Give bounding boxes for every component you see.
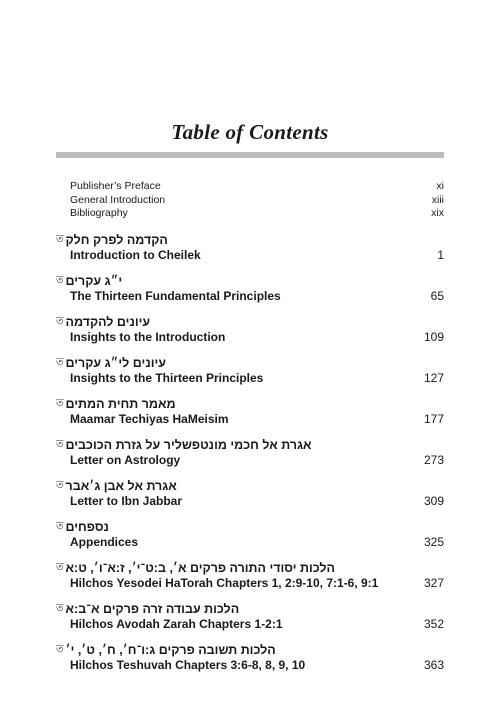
page-number: 327 bbox=[423, 576, 444, 590]
hebrew-title: מאמר תחית המתים bbox=[65, 397, 176, 411]
hebrew-title: עיונים לי״ג עקרים bbox=[65, 356, 166, 370]
toc-entry[interactable] bbox=[56, 519, 444, 559]
toc-entry[interactable] bbox=[56, 437, 444, 477]
toc-entry[interactable] bbox=[56, 560, 444, 600]
english-title: Letter to Ibn Jabbar bbox=[70, 494, 183, 508]
english-title: Hilchos Yesodei HaTorah Chapters 1, 2:9-10, 7:1-6, 9:1 bbox=[70, 576, 379, 590]
english-title: Appendices bbox=[70, 535, 139, 549]
hebrew-heading bbox=[56, 232, 168, 248]
front-matter-page: xix bbox=[431, 207, 444, 219]
page-number: 1 bbox=[437, 248, 444, 262]
page-number: 363 bbox=[423, 658, 444, 672]
toc-entry[interactable] bbox=[56, 478, 444, 518]
english-title: Hilchos Teshuvah Chapters 3:6-8, 8, 9, 10 bbox=[70, 658, 306, 672]
ornament-icon: ত bbox=[56, 520, 64, 532]
hebrew-heading bbox=[56, 437, 312, 453]
page-number: 325 bbox=[423, 535, 444, 549]
page-number: 309 bbox=[423, 494, 444, 508]
ornament-icon: ত bbox=[56, 315, 64, 327]
front-matter-row[interactable] bbox=[70, 207, 444, 221]
english-title: The Thirteen Fundamental Principles bbox=[70, 289, 281, 303]
ornament-icon: ত bbox=[56, 602, 64, 614]
ornament-icon: ত bbox=[56, 274, 64, 286]
hebrew-heading bbox=[56, 478, 177, 494]
toc-entry[interactable] bbox=[56, 232, 444, 272]
hebrew-title: עיונים להקדמה bbox=[65, 315, 151, 329]
ornament-icon: ত bbox=[56, 397, 64, 409]
front-matter-label: General Introduction bbox=[70, 193, 166, 206]
english-title: Hilchos Avodah Zarah Chapters 1-2:1 bbox=[70, 617, 283, 631]
front-matter-label: Bibliography bbox=[70, 207, 128, 219]
ornament-icon: ত bbox=[56, 643, 64, 655]
english-title: Maamar Techiyas HaMeisim bbox=[70, 412, 229, 426]
page-number: 273 bbox=[423, 453, 444, 467]
hebrew-heading bbox=[56, 314, 150, 330]
front-matter-row[interactable] bbox=[70, 194, 444, 208]
page-number: 352 bbox=[423, 617, 444, 631]
page-number: 127 bbox=[423, 371, 444, 385]
ornament-icon: ত bbox=[56, 233, 64, 245]
english-title: Insights to the Thirteen Principles bbox=[70, 371, 264, 385]
hebrew-title: הלכות יסודי התורה פרקים א׳, ב:ט־י׳, ז:א־ו׳, ט:א bbox=[65, 561, 335, 575]
hebrew-heading bbox=[56, 355, 166, 371]
hebrew-title: אגרת אל אבן ג׳אבר bbox=[65, 479, 177, 493]
page-title: Table of Contents bbox=[171, 120, 329, 144]
hebrew-title: נספחים bbox=[65, 520, 109, 534]
front-matter-label: Publisher’s Preface bbox=[70, 180, 161, 192]
ornament-icon: ত bbox=[56, 438, 64, 450]
hebrew-heading bbox=[56, 273, 122, 289]
ornament-icon: ত bbox=[56, 356, 64, 368]
front-matter-row[interactable] bbox=[70, 180, 444, 194]
toc-entry[interactable] bbox=[56, 273, 444, 313]
page-number: 177 bbox=[423, 412, 444, 426]
page-number: 109 bbox=[423, 330, 444, 344]
hebrew-title: הלכות תשובה פרקים ג:ו־ח׳, ח׳, ט׳, י׳ bbox=[65, 643, 276, 657]
toc-entry[interactable] bbox=[56, 642, 444, 682]
english-title: Insights to the Introduction bbox=[70, 330, 226, 344]
toc-entry[interactable] bbox=[56, 355, 444, 395]
hebrew-title: י״ג עקרים bbox=[65, 274, 123, 288]
hebrew-heading bbox=[56, 642, 276, 658]
hebrew-title: הלכות עבודה זרה פרקים א־ב:א bbox=[65, 602, 240, 616]
ornament-icon: ত bbox=[56, 479, 64, 491]
title-rule bbox=[56, 152, 444, 158]
front-matter-list bbox=[70, 180, 444, 221]
hebrew-title: אגרת אל חכמי מונטפשליר על גזרת הכוכבים bbox=[65, 438, 312, 452]
hebrew-heading bbox=[56, 519, 109, 535]
page-number: 65 bbox=[430, 289, 444, 303]
english-title: Introduction to Cheilek bbox=[70, 248, 201, 262]
toc-entry[interactable] bbox=[56, 396, 444, 436]
english-title: Letter on Astrology bbox=[70, 453, 181, 467]
front-matter-page: xi bbox=[436, 180, 444, 192]
toc-entry[interactable] bbox=[56, 314, 444, 354]
front-matter-page: xiii bbox=[431, 193, 444, 206]
toc-entry[interactable] bbox=[56, 601, 444, 641]
ornament-icon: ত bbox=[56, 561, 64, 573]
hebrew-heading bbox=[56, 560, 335, 576]
hebrew-heading bbox=[56, 396, 176, 412]
hebrew-title: הקדמה לפרק חלק bbox=[65, 233, 168, 247]
hebrew-heading bbox=[56, 601, 239, 617]
